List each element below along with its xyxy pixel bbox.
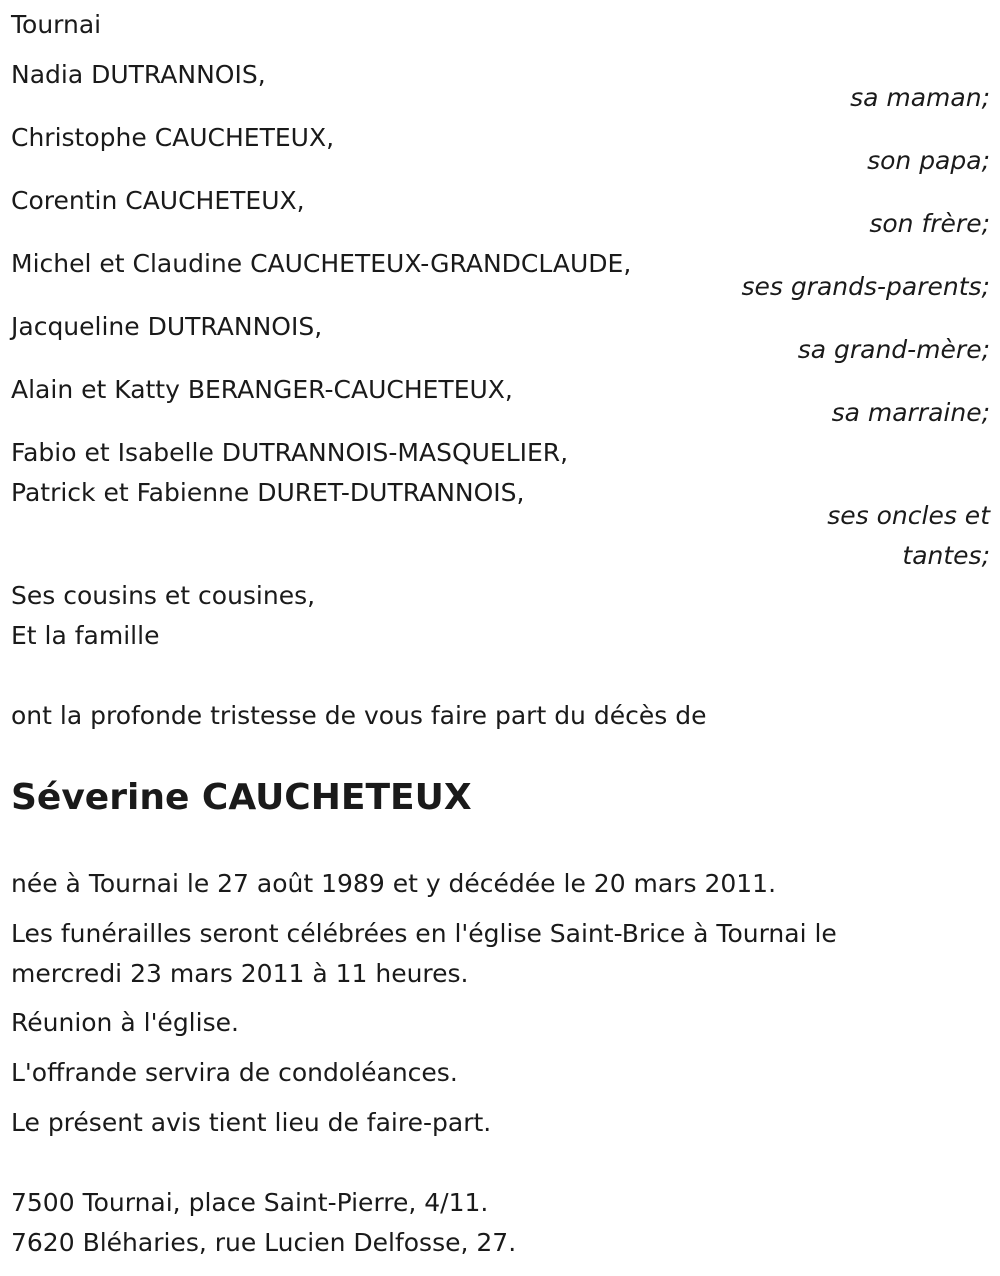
meeting-line: Réunion à l'église. <box>11 1008 239 1037</box>
family-role-grandparents: ses grands-parents; <box>741 272 990 301</box>
cousins-line: Ses cousins et cousines, <box>11 581 316 610</box>
family-line: Et la famille <box>11 621 160 650</box>
uncles-role-line-1: ses oncles et <box>827 501 990 530</box>
family-name-godmother: Alain et Katty BERANGER-CAUCHETEUX, <box>11 375 513 404</box>
uncle-aunt-name-2: Patrick et Fabienne DURET-DUTRANNOIS, <box>11 478 525 507</box>
family-role-brother: son frère; <box>869 209 990 238</box>
address-bleharies: 7620 Bléharies, rue Lucien Delfosse, 27. <box>11 1228 517 1257</box>
address-tournai: 7500 Tournai, place Saint-Pierre, 4/11. <box>11 1188 489 1217</box>
birth-death-line: née à Tournai le 27 août 1989 et y décédée le 20 mars 2011. <box>11 869 777 898</box>
family-name-mother: Nadia DUTRANNOIS, <box>11 60 266 89</box>
family-role-mother: sa maman; <box>850 83 990 112</box>
offering-line: L'offrande servira de condoléances. <box>11 1058 458 1087</box>
family-name-father: Christophe CAUCHETEUX, <box>11 123 335 152</box>
deceased-name: Séverine CAUCHETEUX <box>11 777 472 818</box>
family-role-godmother: sa marraine; <box>831 398 990 427</box>
funeral-line-1: Les funérailles seront célébrées en l'église Saint-Brice à Tournai le <box>11 919 837 948</box>
family-role-grandmother: sa grand-mère; <box>797 335 990 364</box>
family-name-grandmother: Jacqueline DUTRANNOIS, <box>11 312 323 341</box>
notice-line: Le présent avis tient lieu de faire-part. <box>11 1108 492 1137</box>
city-header: Tournai <box>11 10 102 39</box>
funeral-line-2: mercredi 23 mars 2011 à 11 heures. <box>11 959 469 988</box>
uncle-aunt-name-1: Fabio et Isabelle DUTRANNOIS-MASQUELIER, <box>11 438 569 467</box>
uncles-role-line-2: tantes; <box>902 541 990 570</box>
family-name-grandparents: Michel et Claudine CAUCHETEUX-GRANDCLAUDE, <box>11 249 632 278</box>
family-role-father: son papa; <box>867 146 990 175</box>
announcement-text: ont la profonde tristesse de vous faire part du décès de <box>11 701 707 730</box>
family-name-brother: Corentin CAUCHETEUX, <box>11 186 305 215</box>
